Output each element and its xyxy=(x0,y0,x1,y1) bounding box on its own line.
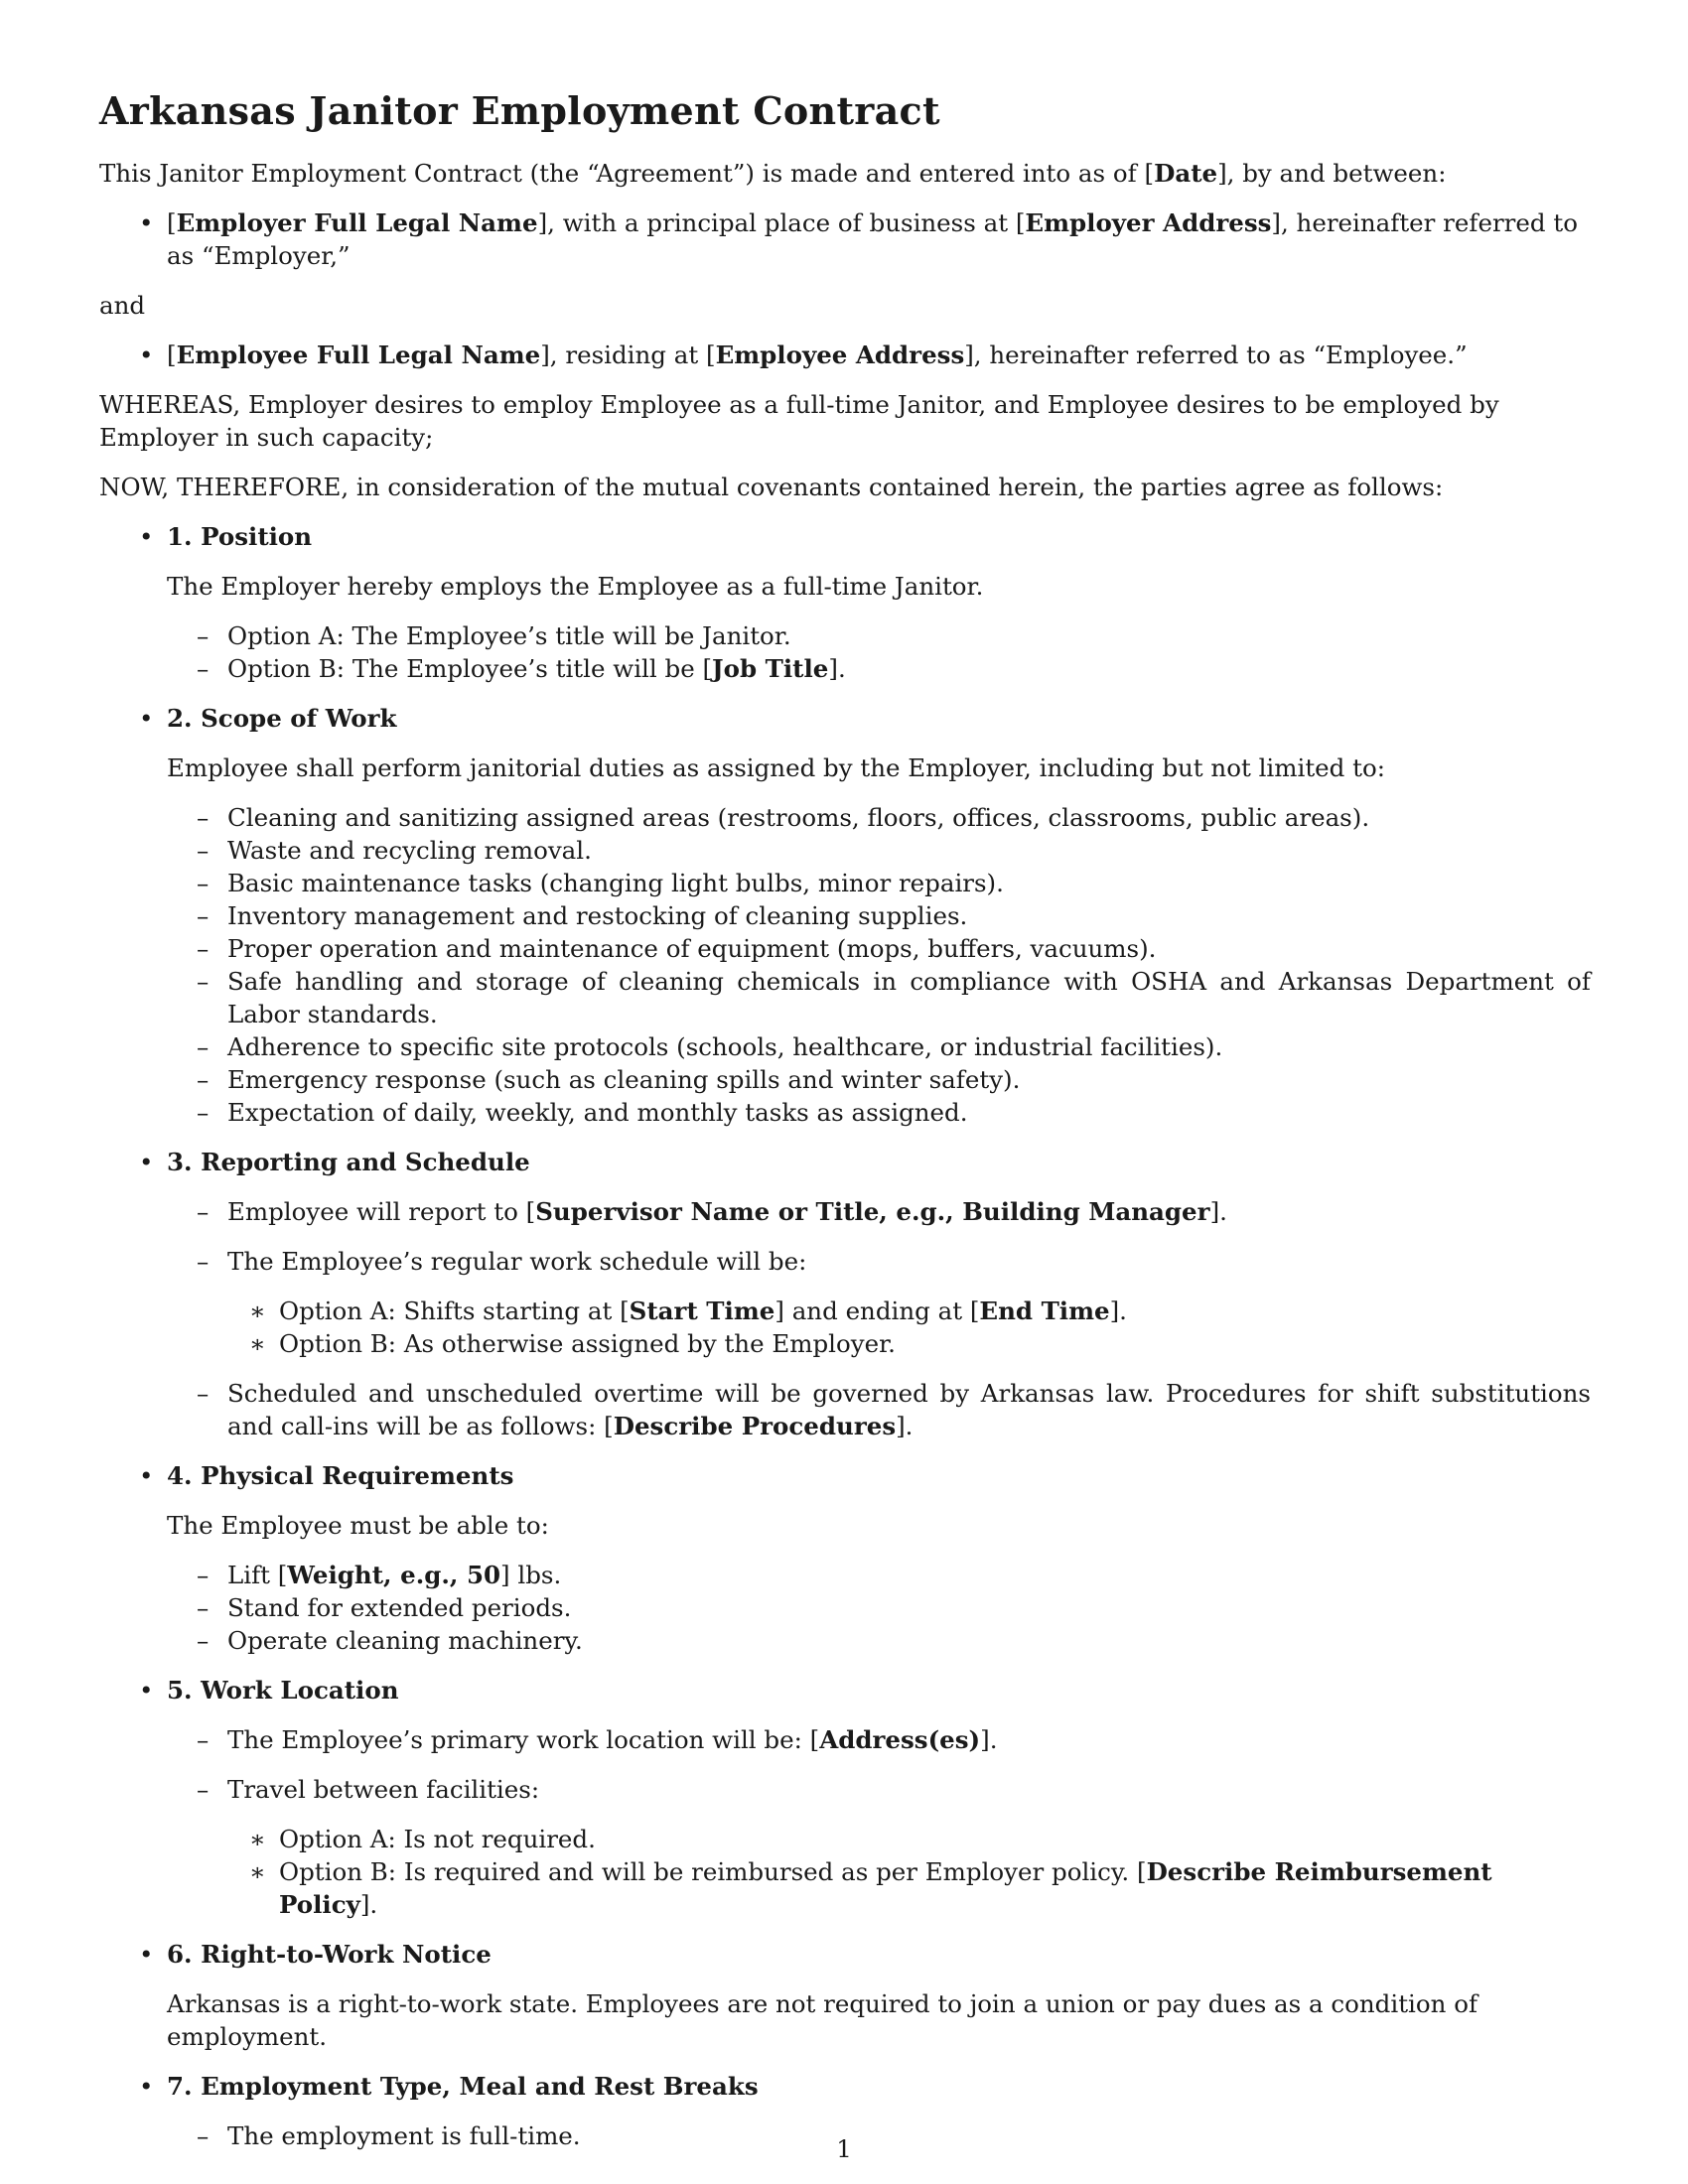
section-body: The Employee must be able to: xyxy=(167,1511,549,1540)
section-heading: 4. Physical Requirements xyxy=(167,1461,514,1490)
weight-field: Weight, e.g., 50 xyxy=(287,1561,501,1589)
section-heading: 1. Position xyxy=(167,522,313,551)
bullet-icon: • xyxy=(139,1676,154,1705)
asterisk-icon: ∗ xyxy=(249,1329,266,1358)
procedures-field: Describe Procedures xyxy=(613,1412,897,1440)
section-work-location xyxy=(99,1674,1591,1921)
section-heading: 2. Scope of Work xyxy=(167,704,397,733)
employee-address-field: Employee Address xyxy=(715,341,965,369)
list-item: – Adherence to specific site protocols (schools, healthcare, or industrial facilities). xyxy=(197,1032,1223,1061)
section-body: Arkansas is a right-to-work state. Employees are not required to join a union or pay dues as a condition of employment. xyxy=(167,1989,1478,2051)
employee-name-field: Employee Full Legal Name xyxy=(176,341,541,369)
bullet-icon: • xyxy=(139,208,154,237)
employer-address-field: Employer Address xyxy=(1025,208,1272,237)
list-item: – The Employee’s regular work schedule will be: ∗ Option A: Shifts starting at [Start Time] and ending at [End Time]. ∗ Option B: As otherwise assigned by the Employer. xyxy=(167,1245,1591,1360)
asterisk-icon: ∗ xyxy=(249,1857,266,1886)
date-field: Date xyxy=(1154,159,1218,188)
list-item: – Operate cleaning machinery. xyxy=(197,1626,583,1655)
list-item: ∗ Option B: Is required and will be reimbursed as per Employer policy. [Describe Reimbursement Policy]. xyxy=(249,1857,1492,1919)
section-right-to-work xyxy=(99,1938,1591,2053)
now-therefore-clause: NOW, THEREFORE, in consideration of the mutual covenants contained herein, the parties agree as follows: xyxy=(99,473,1444,501)
bullet-icon: • xyxy=(139,341,154,369)
dash-icon: – xyxy=(197,1197,210,1226)
employer-party: • [Employer Full Legal Name], with a principal place of business at [Employer Address], hereinafter referred to as “Employer,” xyxy=(139,208,1578,270)
list-item: – Option B: The Employee’s title will be [Job Title]. xyxy=(197,654,846,683)
list-item: – Emergency response (such as cleaning spills and winter safety). xyxy=(197,1065,1021,1094)
reimbursement-policy-field: Describe Reimbursement Policy xyxy=(279,1857,1492,1919)
list-item: – Travel between facilities: ∗ Option A: Is not required. ∗ Option B: Is required and will be reimbursed as per Employer policy. [Describe Reimbursement Policy]. xyxy=(167,1773,1591,1921)
list-item: – Waste and recycling removal. xyxy=(197,836,592,865)
list-item: ∗ Option A: Shifts starting at [Start Time] and ending at [End Time]. xyxy=(249,1297,1127,1325)
section-body: The Employer hereby employs the Employee as a full-time Janitor. xyxy=(167,572,984,601)
dash-icon: – xyxy=(197,1247,210,1276)
list-item: – Option A: The Employee’s title will be Janitor. xyxy=(197,621,791,650)
job-title-field: Job Title xyxy=(712,654,829,683)
option-list xyxy=(167,619,1591,685)
list-item: – Basic maintenance tasks (changing light bulbs, minor repairs). xyxy=(197,869,1004,897)
bullet-icon: • xyxy=(139,2072,154,2101)
list-item: – Stand for extended periods. xyxy=(197,1593,572,1622)
schedule-list xyxy=(167,1195,1591,1442)
section-scope-of-work xyxy=(99,702,1591,1129)
list-item: – The employment is full-time. xyxy=(197,2121,581,2150)
section-heading: 7. Employment Type, Meal and Rest Breaks xyxy=(167,2072,759,2101)
document-page xyxy=(99,87,1591,2169)
list-item: – Cleaning and sanitizing assigned areas (restrooms, floors, offices, classrooms, public areas). xyxy=(197,803,1370,832)
list-item: ∗ Option B: As otherwise assigned by the Employer. xyxy=(249,1329,896,1358)
dash-icon: – xyxy=(197,2121,210,2150)
section-physical-requirements xyxy=(99,1459,1591,1657)
list-item: – Inventory management and restocking of cleaning supplies. xyxy=(197,901,968,930)
start-time-field: Start Time xyxy=(629,1297,775,1325)
schedule-option-list xyxy=(227,1295,1591,1360)
bullet-icon: • xyxy=(139,1148,154,1176)
section-reporting-schedule xyxy=(99,1146,1591,1442)
section-body: Employee shall perform janitorial duties as assigned by the Employer, including but not limited to: xyxy=(167,753,1385,782)
work-address-field: Address(es) xyxy=(819,1725,981,1754)
location-list xyxy=(167,1723,1591,1921)
dash-icon: – xyxy=(197,1775,210,1804)
dash-icon: – xyxy=(197,1593,210,1622)
end-time-field: End Time xyxy=(979,1297,1110,1325)
and-connector: and xyxy=(99,291,146,320)
dash-icon: – xyxy=(197,1379,210,1408)
employee-party-list xyxy=(99,339,1591,371)
dash-icon: – xyxy=(197,1098,210,1127)
requirements-list xyxy=(167,1559,1591,1657)
dash-icon: – xyxy=(197,1725,210,1754)
dash-icon: – xyxy=(197,967,210,996)
travel-option-list xyxy=(227,1823,1591,1921)
bullet-icon: • xyxy=(139,1940,154,1969)
section-heading: 5. Work Location xyxy=(167,1676,399,1705)
dash-icon: – xyxy=(197,1561,210,1589)
asterisk-icon: ∗ xyxy=(249,1297,266,1325)
dash-icon: – xyxy=(197,654,210,683)
list-item: – Proper operation and maintenance of equipment (mops, buffers, vacuums). xyxy=(197,934,1157,963)
list-item: – Expectation of daily, weekly, and monthly tasks as assigned. xyxy=(197,1098,968,1127)
section-heading: 6. Right-to-Work Notice xyxy=(167,1940,492,1969)
contract-sections xyxy=(99,520,1591,2152)
bullet-icon: • xyxy=(139,522,154,551)
list-item: – Scheduled and unscheduled overtime will be governed by Arkansas law. Procedures for shift substitutions and call-ins will be as follows: [Describe Procedures]. xyxy=(197,1379,1591,1440)
list-item: ∗ Option A: Is not required. xyxy=(249,1825,596,1853)
section-heading: 3. Reporting and Schedule xyxy=(167,1148,530,1176)
dash-icon: – xyxy=(197,1626,210,1655)
document-title: Arkansas Janitor Employment Contract xyxy=(99,88,940,133)
bullet-icon: • xyxy=(139,1461,154,1490)
list-item: – Employee will report to [Supervisor Name or Title, e.g., Building Manager]. xyxy=(197,1197,1227,1226)
section-position xyxy=(99,520,1591,685)
duties-list xyxy=(167,801,1591,1129)
list-item: – Lift [Weight, e.g., 50] lbs. xyxy=(197,1561,562,1589)
employee-party: • [Employee Full Legal Name], residing at [Employee Address], hereinafter referred to as “Employee.” xyxy=(139,341,1468,369)
dash-icon: – xyxy=(197,934,210,963)
asterisk-icon: ∗ xyxy=(249,1825,266,1853)
bullet-icon: • xyxy=(139,704,154,733)
employer-name-field: Employer Full Legal Name xyxy=(176,208,538,237)
dash-icon: – xyxy=(197,1032,210,1061)
list-item: – Safe handling and storage of cleaning chemicals in compliance with OSHA and Arkansas Department of Labor standards. xyxy=(197,967,1591,1028)
list-item: – The Employee’s primary work location will be: [Address(es)]. xyxy=(197,1725,998,1754)
dash-icon: – xyxy=(197,803,210,832)
dash-icon: – xyxy=(197,869,210,897)
page-number: 1 xyxy=(836,2134,852,2163)
dash-icon: – xyxy=(197,901,210,930)
dash-icon: – xyxy=(197,1065,210,1094)
supervisor-field: Supervisor Name or Title, e.g., Building Manager xyxy=(535,1197,1210,1226)
whereas-clause: WHEREAS, Employer desires to employ Employee as a full-time Janitor, and Employee desires to be employed by Employer in such capacity; xyxy=(99,390,1499,452)
employer-party-list xyxy=(99,206,1591,272)
dash-icon: – xyxy=(197,836,210,865)
intro-paragraph: This Janitor Employment Contract (the “Agreement”) is made and entered into as of [Date], by and between: xyxy=(99,159,1447,188)
dash-icon: – xyxy=(197,621,210,650)
